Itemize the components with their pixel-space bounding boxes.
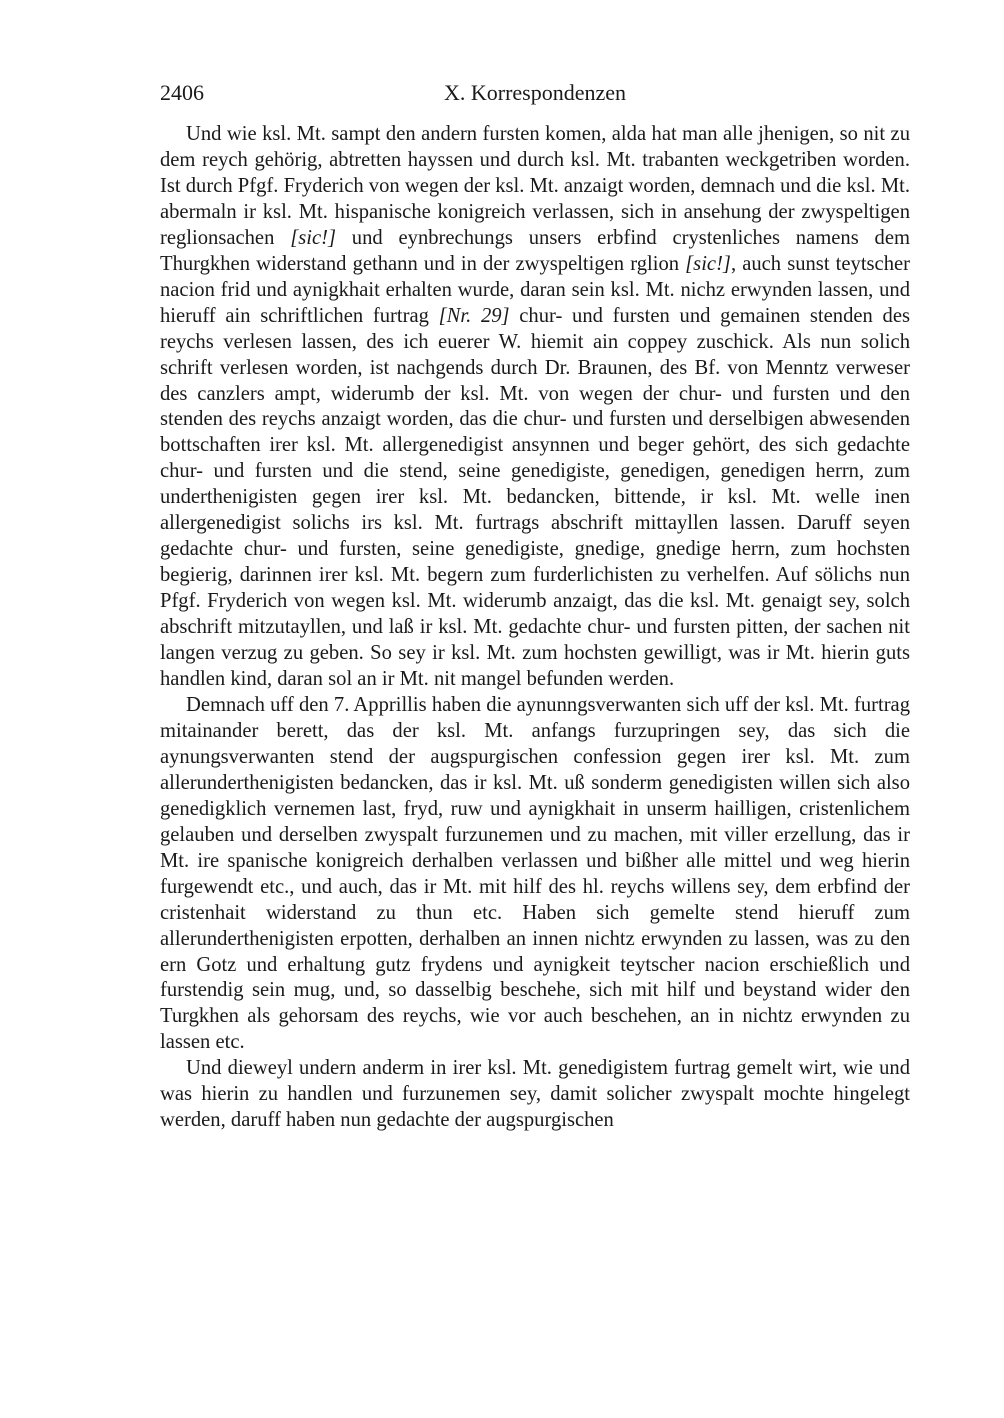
paragraph-1	[160, 122, 910, 693]
text-segment: und eynbrechungs unsers erbfind crystenliches namens dem Thurgkhen widerstand gethann und in der zwyspeltigen rglion	[160, 226, 910, 275]
body-text	[160, 122, 910, 1134]
text-segment: chur- und fursten und gemainen stenden des reychs verlesen lassen, des ich euerer W. hiemit ain coppey zuschick. Als nun solich schrift verlesen worden, ist nachgends durch Dr. Braunen, des Bf. von Menntz verweser des canzlers ampt, widerumb der ksl. Mt. von wegen der chur- und fursten und den stenden des reychs anzaigt worden, das die chur- und fursten und derselbigen abwesenden bottschaften irer ksl. Mt. allergenedigist ansynnen und beger gehört, des sich gedachte chur- und fursten und die stend, seine genedigiste, genedigen, genedigen herrn, zum underthenigisten gegen irer ksl. Mt. bedancken, bittende, ir ksl. Mt. welle inen allergenedigist solichs irs ksl. Mt. furtrags abschrift mittayllen lassen. Daruff seyen gedachte chur- und fursten, seine genedigiste, gnedige, gnedige herrn, zum hochsten begierig, darinnen irer ksl. Mt. begern zum furderlichisten zu verhelfen. Auf sölichs nun Pfgf. Fryderich von wegen ksl. Mt. widerumb anzaigt, das die ksl. Mt. genaigt sey, solch abschrift mitzutayllen, und laß ir ksl. Mt. gedachte chur- und fursten pitten, der sachen nit langen verzug zu geben. So sey ir ksl. Mt. zum hochsten gewilligt, was ir Mt. hierin guts handlen kind, daran sol an ir Mt. nit mangel befunden werden.	[160, 304, 910, 691]
paragraph-3	[160, 1056, 910, 1134]
document-page	[160, 78, 910, 1134]
running-head	[160, 78, 910, 108]
text-segment: Und dieweyl undern anderm in irer ksl. Mt. genedigistem furtrag gemelt wirt, wie und was hierin zu handlen und furzunemen sey, damit solicher zwyspalt mochte hingelegt werden, daruff haben nun gedachte der augspurgischen	[160, 1057, 910, 1132]
page-number: 2406	[160, 80, 204, 105]
text-segment: , auch sunst teytscher nacion frid und aynigkhait erhalten wurde, daran sein ksl. Mt. nichz erwynden lassen, und hieruff ain schriftlichen furtrag	[160, 252, 910, 327]
editorial-note: [sic!]	[290, 226, 336, 249]
paragraph-2	[160, 693, 910, 1056]
document-reference: [Nr. 29]	[438, 304, 510, 327]
text-segment: Demnach uff den 7. Apprillis haben die aynunngsverwanten sich uff der ksl. Mt. furtrag mitainander berett, das der ksl. Mt. anfangs furzupringen sey, das sich die aynungsverwanten stend der augspurgischen confession gegen irer ksl. Mt. zum allerunderthenigisten bedancken, das ir ksl. Mt. uß sonderm genedigisten willen sich also genedigklich vernemen last, fryd, ruw und aynigkhait in unserm hailligen, cristenlichem gelauben und derselben zwyspalt furzunemen und zu machen, mit viller erzellung, das ir Mt. ire spanische konigreich derhalben verlassen und bißher alle mittel und weg hierin furgewendt etc., und auch, das ir Mt. mit hilf des hl. reychs willens sey, dem erbfind der cristenhait widerstand zu thun etc. Haben sich gemelte stend hieruff zum allerunderthenigisten erpotten, derhalben an innen nichtz erwynden zu lassen, was zu den ern Gotz und erhaltung gutz frydens und aynigkeit teytscher nacion erschießlich und furstendig sein mug, und, so dasselbig beschehe, sich mit hilf und beystand wider den Turgkhen als gehorsam des reychs, wie vor auch beschehen, an in nichtz erwynden zu lassen etc.	[160, 693, 910, 1054]
running-head-title: X. Korrespondenzen	[443, 80, 627, 105]
text-segment: Und wie ksl. Mt. sampt den andern fursten komen, alda hat man alle jhenigen, so nit zu dem reych gehörig, abtretten hayssen und durch ksl. Mt. trabanten weckgetriben worden. Ist durch Pfgf. Fryderich von wegen der ksl. Mt. anzaigt worden, demnach und die ksl. Mt. abermaln ir ksl. Mt. hispanische konigreich verlassen, sich in ansehung der zwyspeltigen reglionsachen	[160, 123, 910, 249]
editorial-note: [sic!]	[685, 252, 731, 275]
